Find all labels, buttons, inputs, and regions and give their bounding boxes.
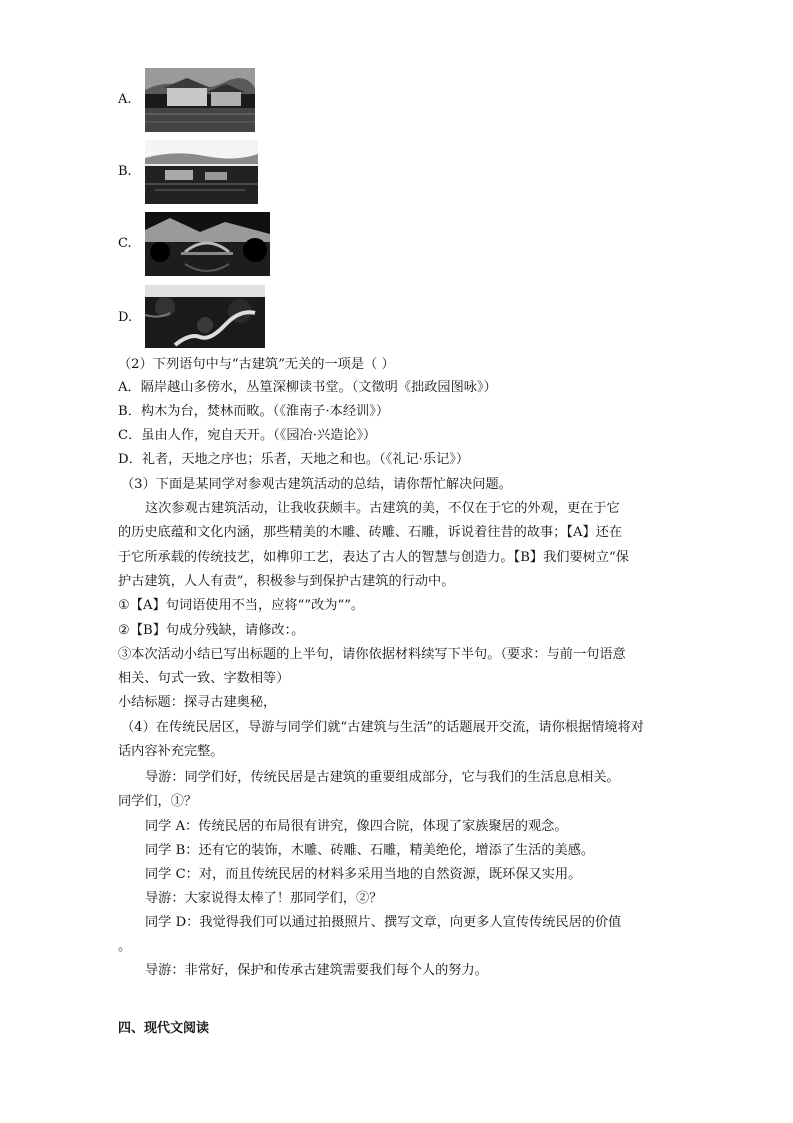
option-c-photo[interactable] (145, 212, 270, 276)
q2-option-a[interactable]: A．隔岸越山多傍水，丛篁深柳读书堂。（文徵明《拙政园图咏》） (118, 380, 497, 395)
q4-stem-line-1: （4）在传统民居区，导游与同学们就“古建筑与生活”的话题展开交流，请你根据情境将对 (121, 720, 644, 735)
option-c-label: C. (118, 236, 132, 251)
q4-guide-line-1: 导游：同学们好，传统民居是古建筑的重要组成部分，它与我们的生活息息相关。 (145, 770, 620, 785)
winding-path-garden-photo-icon (145, 285, 265, 348)
option-a-label: A. (118, 92, 132, 107)
q4-stem-line-2: 话内容补充完整。 (118, 744, 224, 759)
q4-student-c: 同学 C：对，而且传统民居的材料多采用当地的自然资源，既环保又实用。 (145, 867, 582, 882)
option-b-label: B. (118, 164, 132, 179)
q3-stem: （3）下面是某同学对参观古建筑活动的总结，请你帮忙解决问题。 (121, 477, 512, 492)
option-a-photo[interactable] (145, 68, 255, 132)
q3-paragraph-line-2: 的历史底蕴和文化内涵，那些精美的木雕、砖雕、石雕，诉说着往昔的故事；【A】还在 (118, 525, 623, 540)
q3-paragraph-line-1: 这次参观古建筑活动，让我收获颇丰。古建筑的美，不仅在于它的外观，更在于它 (145, 501, 620, 516)
q4-guide-line-4: 导游：非常好，保护和传承古建筑需要我们每个人的努力。 (145, 963, 488, 978)
garden-pavilion-photo-icon (145, 68, 255, 132)
q4-student-d-line-1: 同学 D：我觉得我们可以通过拍摄照片、撰写文章，向更多人宣传传统民居的价值 (145, 915, 622, 930)
q3-summary-title: 小结标题：探寻古建奥秘， (118, 695, 277, 710)
q2-option-d[interactable]: D．礼者，天地之序也；乐者，天地之和也。（《礼记·乐记》） (118, 452, 470, 467)
q4-student-a: 同学 A：传统民居的布局很有讲究，像四合院，体现了家族聚居的观念。 (145, 819, 568, 834)
q4-student-d-line-2: 。 (118, 939, 132, 954)
q2-option-c[interactable]: C．虽由人作，宛自天开。（《园冶·兴造论》） (118, 428, 377, 443)
q3-item-3-line-1: ③本次活动小结已写出标题的上半句，请你依据材料续写下半句。（要求：与前一句语意 (118, 647, 626, 662)
option-b-photo[interactable] (145, 140, 258, 204)
q3-item-3-line-2: 相关、句式一致、字数相等） (118, 671, 290, 686)
q4-student-b: 同学 B：还有它的装饰，木雕、砖雕、石雕，精美绝伦，增添了生活的美感。 (145, 843, 595, 858)
q3-item-1: ①【A】句词语使用不当，应将“”改为“”。 (118, 598, 365, 613)
section-4-heading: 四、现代文阅读 (118, 1021, 210, 1036)
q3-paragraph-line-3: 于它所承载的传统技艺，如榫卯工艺，表达了古人的智慧与创造力。【B】我们要树立“保 (118, 550, 629, 565)
lake-landscape-photo-icon (145, 140, 258, 204)
q4-guide-line-2: 同学们，①？ (118, 794, 198, 809)
q2-option-b[interactable]: B．构木为台，焚林而畋。（《淮南子·本经训》） (118, 404, 390, 419)
option-d-photo[interactable] (145, 285, 265, 348)
q4-guide-line-3: 导游：大家说得太棒了！那同学们，②？ (145, 891, 383, 906)
q3-item-2: ②【B】句成分残缺，请修改：。 (118, 623, 305, 638)
option-d-label: D. (118, 310, 133, 325)
stone-bridge-photo-icon (145, 212, 270, 276)
q3-paragraph-line-4: 护古建筑，人人有责”，积极参与到保护古建筑的行动中。 (118, 574, 455, 589)
q2-stem: （2）下列语句中与“古建筑”无关的一项是（ ） (118, 357, 395, 372)
